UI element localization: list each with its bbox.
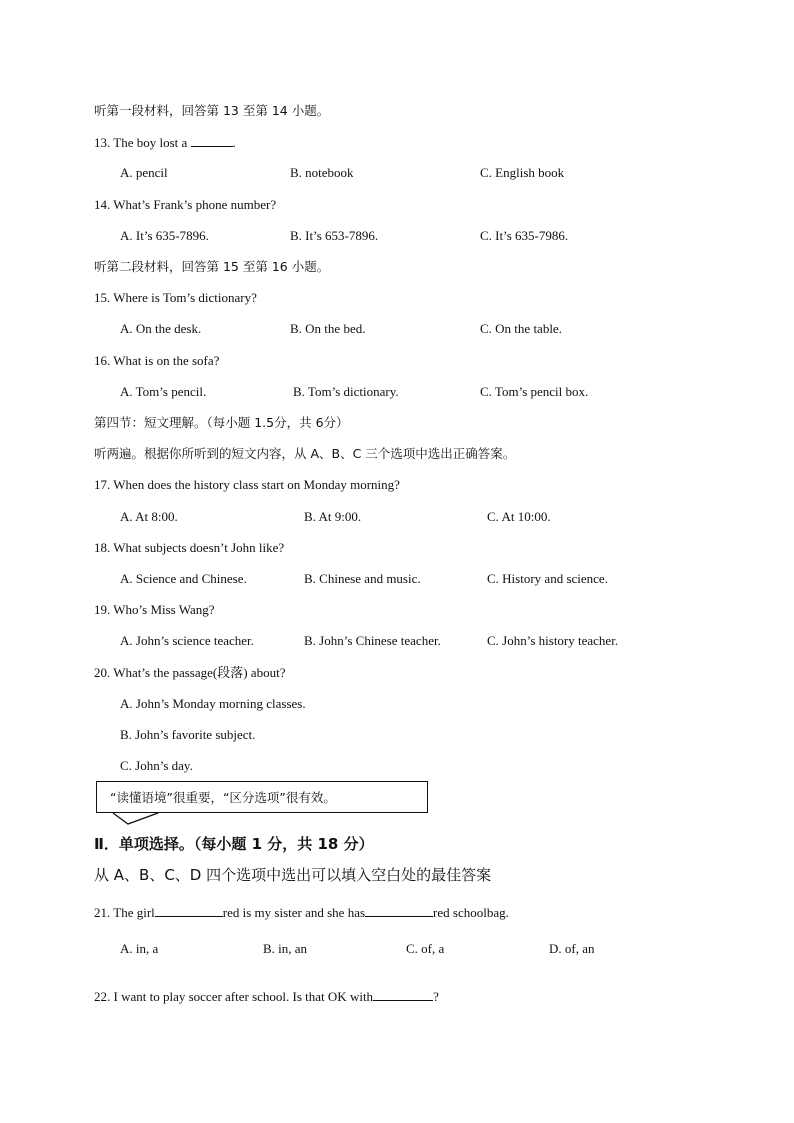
option-a: A. John’s science teacher. bbox=[120, 633, 254, 648]
option-b: B. notebook bbox=[290, 165, 354, 180]
section-title: Ⅱ．单项选择。（每小题 1 分，共 18 分） bbox=[94, 835, 374, 853]
option-c: C. History and science. bbox=[487, 571, 608, 586]
section-instruction: 从 A、B、C、D 四个选项中选出可以填入空白处的最佳答案 bbox=[94, 866, 492, 884]
option-b: B. in, an bbox=[263, 941, 308, 956]
option-a: A. Science and Chinese. bbox=[120, 571, 247, 586]
option-c: C. English book bbox=[480, 165, 565, 180]
question-13 bbox=[94, 134, 236, 151]
section-instruction: 听两遍。根据你所听到的短文内容，从 A、B、C 三个选项中选出正确答案。 bbox=[94, 446, 516, 461]
option-a: A. John’s Monday morning classes. bbox=[120, 696, 306, 711]
question-20: 20. What’s the passage(段落) about? bbox=[94, 665, 286, 680]
section-instruction: 听第二段材料，回答第 15 至第 16 小题。 bbox=[94, 259, 330, 274]
section-title: 第四节：短文理解。（每小题 1.5分，共 6分） bbox=[94, 415, 349, 430]
option-b: B. John’s favorite subject. bbox=[120, 727, 256, 742]
option-a: A. On the desk. bbox=[120, 321, 202, 336]
question-16: 16. What is on the sofa? bbox=[94, 353, 220, 368]
option-c: C. Tom’s pencil box. bbox=[480, 384, 589, 399]
option-b: B. On the bed. bbox=[290, 321, 366, 336]
tip-callout-text: “读懂语境”很重要，“区分选项”很有效。 bbox=[110, 790, 336, 805]
question-text: 13. The boy lost a bbox=[94, 135, 188, 150]
question-text-end: . bbox=[232, 135, 236, 150]
option-a: A. Tom’s pencil. bbox=[120, 384, 207, 399]
answer-blank bbox=[191, 134, 233, 147]
question-17: 17. When does the history class start on Monday morning? bbox=[94, 477, 400, 492]
question-text: red is my sister and she has bbox=[222, 905, 366, 920]
option-d: D. of, an bbox=[549, 941, 595, 956]
question-text-end: ? bbox=[433, 989, 439, 1004]
option-b: B. John’s Chinese teacher. bbox=[304, 633, 441, 648]
question-text: red schoolbag. bbox=[433, 905, 509, 920]
option-b: B. Chinese and music. bbox=[304, 571, 421, 586]
option-c: C. At 10:00. bbox=[487, 509, 551, 524]
answer-blank bbox=[155, 904, 223, 917]
question-21 bbox=[94, 904, 509, 921]
option-c: C. John’s day. bbox=[120, 758, 193, 773]
option-b: B. It’s 653-7896. bbox=[290, 228, 379, 243]
option-a: A. in, a bbox=[120, 941, 159, 956]
option-c: C. It’s 635-7986. bbox=[480, 228, 569, 243]
answer-blank bbox=[365, 904, 433, 917]
option-a: A. At 8:00. bbox=[120, 509, 178, 524]
question-15: 15. Where is Tom’s dictionary? bbox=[94, 290, 257, 305]
option-b: B. At 9:00. bbox=[304, 509, 362, 524]
question-19: 19. Who’s Miss Wang? bbox=[94, 602, 215, 617]
option-a: A. It’s 635-7896. bbox=[120, 228, 209, 243]
option-c: C. of, a bbox=[406, 941, 445, 956]
option-a: A. pencil bbox=[120, 165, 168, 180]
question-22 bbox=[94, 988, 439, 1005]
question-text: 21. The girl bbox=[94, 905, 155, 920]
option-c: C. John’s history teacher. bbox=[487, 633, 619, 648]
option-c: C. On the table. bbox=[480, 321, 562, 336]
answer-blank bbox=[373, 988, 433, 1001]
option-b: B. Tom’s dictionary. bbox=[293, 384, 399, 399]
question-18: 18. What subjects doesn’t John like? bbox=[94, 540, 285, 555]
callout-pointer bbox=[112, 812, 162, 826]
question-14: 14. What’s Frank’s phone number? bbox=[94, 197, 277, 212]
question-text: 22. I want to play soccer after school. Is that OK with bbox=[94, 989, 374, 1004]
section-instruction: 听第一段材料，回答第 13 至第 14 小题。 bbox=[94, 103, 330, 118]
